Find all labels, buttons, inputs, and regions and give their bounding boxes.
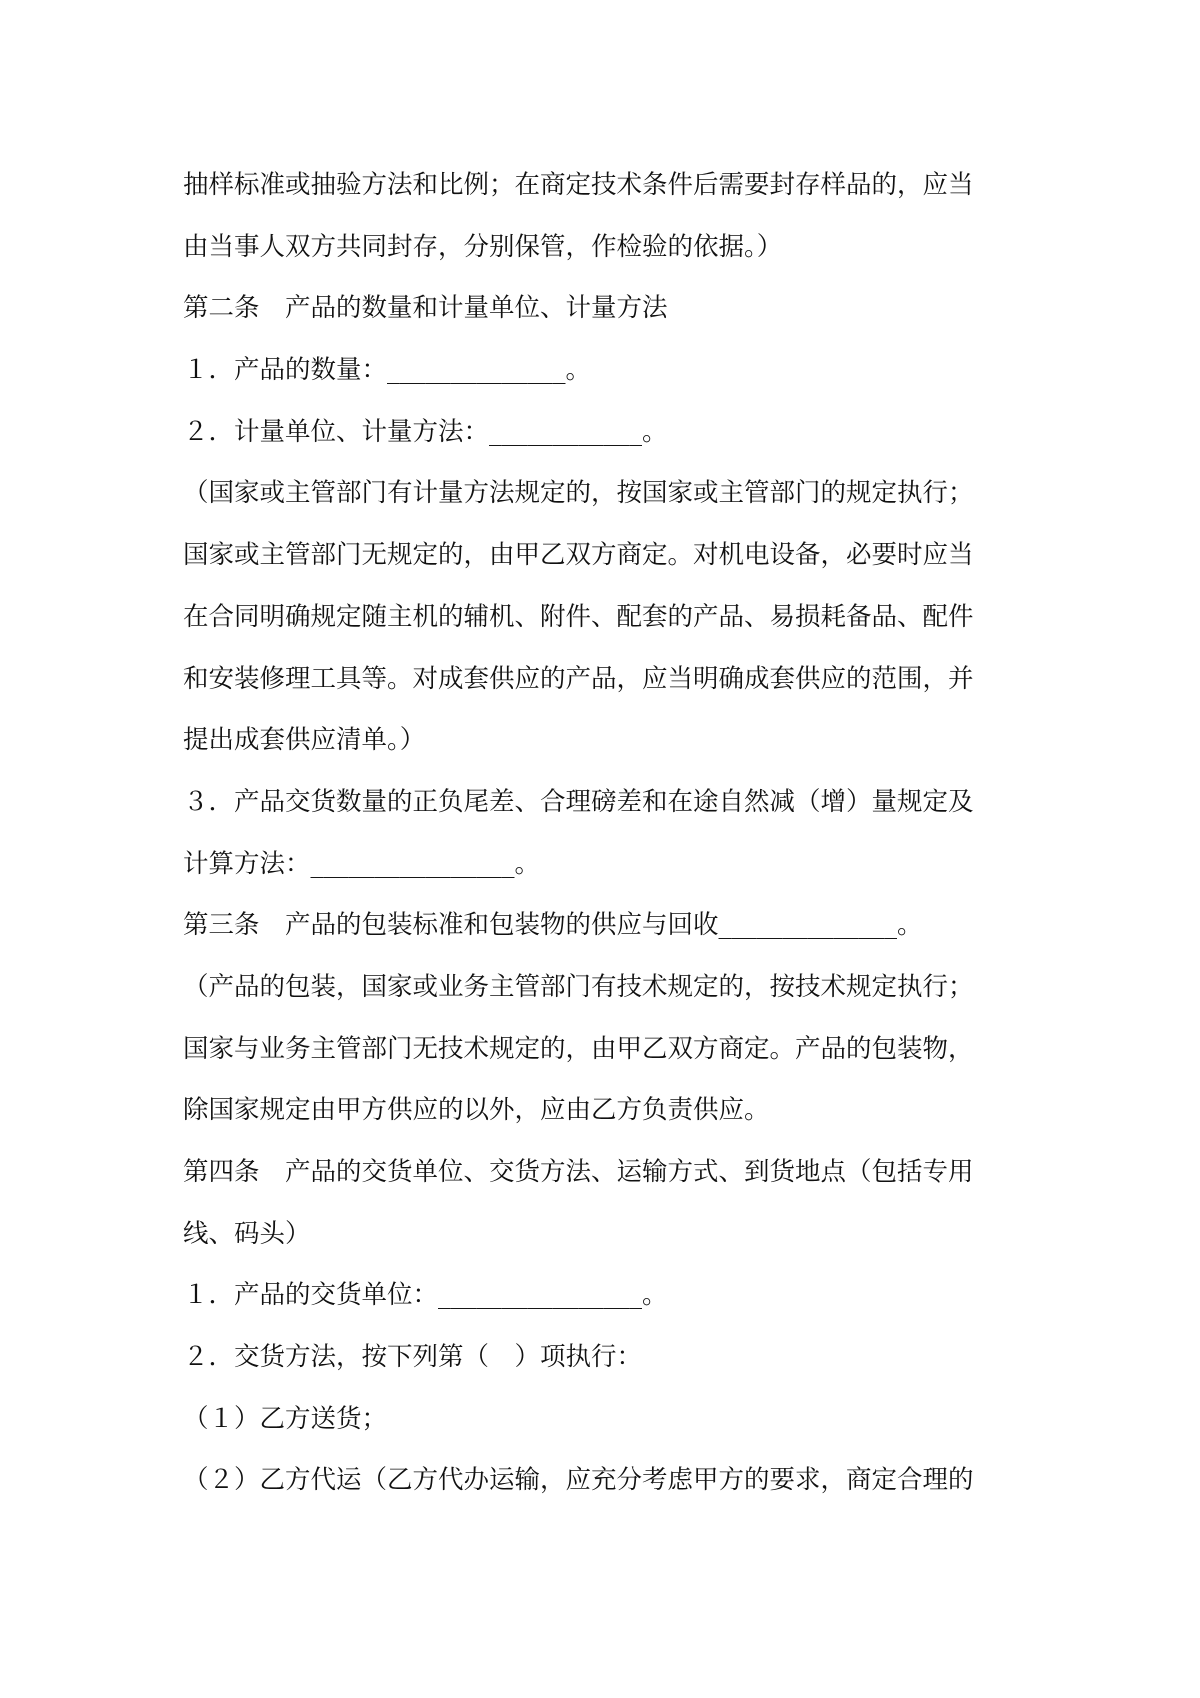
document-body <box>183 155 1033 1512</box>
paragraph-line: 国家或主管部门无规定的，由甲乙双方商定。对机电设备，必要时应当 <box>183 540 974 571</box>
paragraph-line: 和安装修理工具等。对成套供应的产品，应当明确成套供应的范围，并 <box>183 663 974 694</box>
article-4-heading: 第四条 产品的交货单位、交货方法、运输方式、到货地点（包括专用 <box>183 1157 974 1187</box>
option-item-1: （１）乙方送货； <box>183 1403 388 1434</box>
list-item-measurement: ２．计量单位、计量方法：____________。 <box>183 416 668 447</box>
paragraph-line: 线、码头） <box>183 1218 311 1249</box>
paragraph-line: 在合同明确规定随主机的辅机、附件、配套的产品、易损耗备品、配件 <box>183 601 974 632</box>
article-3-heading: 第三条 产品的包装标准和包装物的供应与回收______________。 <box>183 910 923 941</box>
option-item-2: （２）乙方代运（乙方代办运输，应充分考虑甲方的要求，商定合理的 <box>183 1465 974 1496</box>
article-2-heading: 第二条 产品的数量和计量单位、计量方法 <box>183 293 668 324</box>
paragraph-line: 除国家规定由甲方供应的以外，应由乙方负责供应。 <box>183 1095 770 1126</box>
list-item-delivery-method: ２．交货方法，按下列第（ ）项执行： <box>183 1342 643 1373</box>
paragraph-line: （产品的包装，国家或业务主管部门有技术规定的，按技术规定执行； <box>183 971 974 1002</box>
list-item-delivery-unit: １．产品的交货单位：________________。 <box>183 1280 668 1311</box>
list-item-tolerance: ３．产品交货数量的正负尾差、合理磅差和在途自然减（增）量规定及 <box>183 786 974 817</box>
paragraph-line: 国家与业务主管部门无技术规定的，由甲乙双方商定。产品的包装物， <box>183 1033 974 1064</box>
paragraph-line: （国家或主管部门有计量方法规定的，按国家或主管部门的规定执行； <box>183 478 974 509</box>
list-item-quantity: １．产品的数量：______________。 <box>183 355 592 386</box>
paragraph-line: 计算方法：________________。 <box>183 848 541 879</box>
paragraph-line: 由当事人双方共同封存，分别保管，作检验的依据。） <box>183 231 783 262</box>
paragraph-line: 提出成套供应清单。） <box>183 725 426 756</box>
paragraph-line: 抽样标准或抽验方法和比例；在商定技术条件后需要封存样品的，应当 <box>183 170 974 200</box>
